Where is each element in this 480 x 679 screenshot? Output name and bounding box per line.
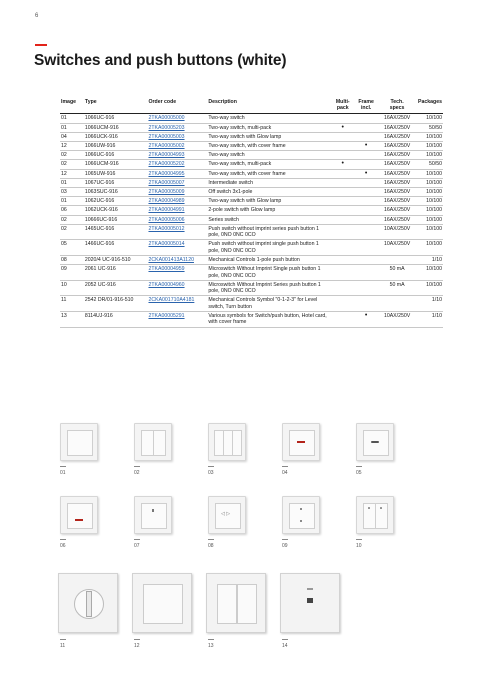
cell-multi xyxy=(330,169,355,178)
caption-rule xyxy=(208,539,214,540)
cell-multi xyxy=(330,197,355,206)
switch-image-03 xyxy=(208,423,246,461)
table-row xyxy=(60,178,443,187)
cell-image: 02 xyxy=(60,224,84,240)
cell-pack: 50/50 xyxy=(417,123,443,132)
cell-tech: 16AX/250V xyxy=(377,123,417,132)
cell-pack: 10/100 xyxy=(417,151,443,160)
col-tech-specs: Tech. specs xyxy=(377,98,417,114)
cell-desc: Two-way switch, multi-pack xyxy=(207,123,330,132)
cell-code[interactable]: 2TKA00005202 xyxy=(147,160,207,169)
cell-image: 12 xyxy=(60,141,84,150)
cell-pack: 10/100 xyxy=(417,141,443,150)
cell-tech: 10AX/250V xyxy=(377,240,417,256)
cell-image: 08 xyxy=(60,255,84,264)
cell-desc: Two-way switch with Glow lamp xyxy=(207,132,330,141)
cell-desc: Two-way switch with Glow lamp xyxy=(207,197,330,206)
cell-pack: 10/100 xyxy=(417,187,443,196)
cell-multi xyxy=(330,206,355,215)
table-row xyxy=(60,197,443,206)
cell-multi xyxy=(330,215,355,224)
caption-rule xyxy=(134,639,140,640)
cell-code[interactable]: 2TKA00005009 xyxy=(147,187,207,196)
table-row xyxy=(60,255,443,264)
table-row xyxy=(60,215,443,224)
cell-pack: 10/100 xyxy=(417,280,443,296)
cell-frame xyxy=(355,114,377,123)
cell-type: 1066UW-916 xyxy=(84,141,148,150)
image-caption: 09 xyxy=(282,543,288,549)
table-row xyxy=(60,169,443,178)
cell-tech: 50 mA xyxy=(377,265,417,281)
image-caption: 12 xyxy=(134,643,140,649)
cell-type: 1066UC-916 xyxy=(84,114,148,123)
cell-pack: 10/100 xyxy=(417,178,443,187)
cell-frame: • xyxy=(355,169,377,178)
cell-frame xyxy=(355,151,377,160)
image-caption: 07 xyxy=(134,543,140,549)
cell-type: 1066UCM-916 xyxy=(84,123,148,132)
cell-tech: 10AX/250V xyxy=(377,312,417,328)
cell-pack: 1/10 xyxy=(417,312,443,328)
image-caption: 04 xyxy=(282,470,288,476)
cell-image: 04 xyxy=(60,132,84,141)
caption-rule xyxy=(208,639,214,640)
cell-image: 13 xyxy=(60,312,84,328)
cell-image: 01 xyxy=(60,197,84,206)
caption-rule xyxy=(134,539,140,540)
cell-type: 1065UW-916 xyxy=(84,169,148,178)
cell-pack: 10/100 xyxy=(417,206,443,215)
cell-type: 8114UJ-916 xyxy=(84,312,148,328)
cell-frame xyxy=(355,178,377,187)
image-caption: 08 xyxy=(208,543,214,549)
cell-frame xyxy=(355,197,377,206)
page-number: 6 xyxy=(35,13,39,19)
caption-rule xyxy=(282,539,288,540)
cell-tech xyxy=(377,296,417,312)
switch-image-12 xyxy=(132,573,192,633)
caption-rule xyxy=(282,639,288,640)
cell-frame xyxy=(355,255,377,264)
cell-frame xyxy=(355,206,377,215)
cell-frame xyxy=(355,280,377,296)
cell-pack: 10/100 xyxy=(417,240,443,256)
switch-image-09 xyxy=(282,496,320,534)
cell-multi: • xyxy=(330,123,355,132)
cell-image: 06 xyxy=(60,206,84,215)
table-row xyxy=(60,280,443,296)
cell-tech: 16AX/250V xyxy=(377,197,417,206)
cell-type: 1066UC-916 xyxy=(84,151,148,160)
col-description: Description xyxy=(207,98,330,114)
cell-code[interactable]: 2TKA00005007 xyxy=(147,178,207,187)
cell-frame xyxy=(355,187,377,196)
table-row xyxy=(60,187,443,196)
image-caption: 05 xyxy=(356,470,362,476)
cell-tech: 16AX/250V xyxy=(377,178,417,187)
cell-image: 10 xyxy=(60,280,84,296)
table-row xyxy=(60,114,443,123)
cell-pack: 10/100 xyxy=(417,114,443,123)
cell-code[interactable]: 2CKA001413A1120 xyxy=(147,255,207,264)
cell-desc: Off switch 3x1-pole xyxy=(207,187,330,196)
table-row xyxy=(60,123,443,132)
cell-image: 01 xyxy=(60,178,84,187)
cell-type: 1066UCK-916 xyxy=(84,132,148,141)
table-row xyxy=(60,141,443,150)
cell-desc: Intermediate switch xyxy=(207,178,330,187)
cell-desc: Microswitch Without Imprint Series push button 1 pole, 0NO 0NC 0CO xyxy=(207,280,330,296)
image-caption: 10 xyxy=(356,543,362,549)
cell-type: 1063SUC-916 xyxy=(84,187,148,196)
cell-tech: 16AX/250V xyxy=(377,187,417,196)
switch-image-11 xyxy=(58,573,118,633)
cell-frame: • xyxy=(355,312,377,328)
cell-multi xyxy=(330,240,355,256)
cell-image: 01 xyxy=(60,123,84,132)
cell-image: 11 xyxy=(60,296,84,312)
table-row xyxy=(60,224,443,240)
table-row xyxy=(60,151,443,160)
cell-multi xyxy=(330,255,355,264)
cell-image: 02 xyxy=(60,151,84,160)
switch-image-13 xyxy=(206,573,266,633)
cell-code[interactable]: 2TKA00005003 xyxy=(147,132,207,141)
cell-type: 1067UC-916 xyxy=(84,178,148,187)
cell-pack: 50/50 xyxy=(417,160,443,169)
cell-desc: Microswitch Without Imprint Single push button 1 pole, 0NO 0NC 0CO xyxy=(207,265,330,281)
switch-image-07 xyxy=(134,496,172,534)
cell-code[interactable]: 2TKA00004959 xyxy=(147,265,207,281)
image-caption: 11 xyxy=(60,643,66,649)
cell-image: 12 xyxy=(60,169,84,178)
product-table xyxy=(60,98,443,328)
caption-rule xyxy=(208,466,214,467)
cell-pack: 10/100 xyxy=(417,265,443,281)
cell-desc: Push switch without imprint series push button 1 pole, 0NO 0NC 0CO xyxy=(207,224,330,240)
cell-tech: 16AX/250V xyxy=(377,132,417,141)
cell-frame xyxy=(355,296,377,312)
cell-code[interactable]: 2TKA00005006 xyxy=(147,215,207,224)
cell-frame xyxy=(355,265,377,281)
cell-multi xyxy=(330,224,355,240)
cell-image: 05 xyxy=(60,240,84,256)
cell-multi xyxy=(330,187,355,196)
table-row xyxy=(60,240,443,256)
cell-tech: 16AX/250V xyxy=(377,114,417,123)
caption-rule xyxy=(356,466,362,467)
cell-image: 02 xyxy=(60,215,84,224)
caption-rule xyxy=(60,466,66,467)
cell-image: 01 xyxy=(60,114,84,123)
cell-tech: 16AX/250V xyxy=(377,206,417,215)
table-row xyxy=(60,312,443,328)
cell-desc: Two-way switch, with cover frame xyxy=(207,169,330,178)
table-row xyxy=(60,160,443,169)
page-title: Switches and push buttons (white) xyxy=(34,52,287,69)
image-caption: 03 xyxy=(208,470,214,476)
cell-frame xyxy=(355,215,377,224)
cell-code[interactable]: 2TKA00004989 xyxy=(147,197,207,206)
table-row xyxy=(60,206,443,215)
cell-frame xyxy=(355,240,377,256)
cell-type: 10666UC-916 xyxy=(84,215,148,224)
col-order-code: Order code xyxy=(147,98,207,114)
switch-image-02 xyxy=(134,423,172,461)
cell-desc: Various symbols for Switch/push button, Hotel card, with cover frame xyxy=(207,312,330,328)
cell-desc: Two-way switch, with cover frame xyxy=(207,141,330,150)
cell-desc: Series switch xyxy=(207,215,330,224)
cell-code[interactable]: 2TKA00004991 xyxy=(147,206,207,215)
col-packages: Packages xyxy=(417,98,443,114)
cell-code[interactable]: 2TKA00004960 xyxy=(147,280,207,296)
cell-pack: 10/100 xyxy=(417,197,443,206)
image-caption: 13 xyxy=(208,643,214,649)
cell-type: 1465UC-916 xyxy=(84,224,148,240)
cell-tech: 16AX/250V xyxy=(377,141,417,150)
cell-type: 2052 UC-916 xyxy=(84,280,148,296)
caption-rule xyxy=(60,639,66,640)
cell-code[interactable]: 2TKA00005291 xyxy=(147,312,207,328)
cell-tech: 16AX/250V xyxy=(377,169,417,178)
cell-image: 09 xyxy=(60,265,84,281)
cell-frame xyxy=(355,123,377,132)
cell-desc: Push switch without imprint single push button 1 pole, 0NO 0NC 0CO xyxy=(207,240,330,256)
cell-multi xyxy=(330,296,355,312)
cell-multi xyxy=(330,114,355,123)
cell-code[interactable]: 2TKA00004993 xyxy=(147,151,207,160)
image-caption: 14 xyxy=(282,643,288,649)
cell-tech: 16AX/250V xyxy=(377,215,417,224)
cell-code[interactable]: 2TKA00005000 xyxy=(147,114,207,123)
cell-multi xyxy=(330,178,355,187)
cell-type: 1062UCK-916 xyxy=(84,206,148,215)
cell-frame xyxy=(355,224,377,240)
image-caption: 01 xyxy=(60,470,66,476)
cell-multi xyxy=(330,280,355,296)
switch-image-04 xyxy=(282,423,320,461)
cell-frame xyxy=(355,160,377,169)
cell-code[interactable]: 2CKA001710A4181 xyxy=(147,296,207,312)
switch-image-06 xyxy=(60,496,98,534)
cell-code[interactable]: 2TKA00005002 xyxy=(147,141,207,150)
cell-tech: 50 mA xyxy=(377,280,417,296)
switch-image-01 xyxy=(60,423,98,461)
col-type: Type xyxy=(84,98,148,114)
cell-pack: 10/100 xyxy=(417,169,443,178)
cell-desc: Mechanical Controls Symbol "0-1-2-3" for Level switch, Turn button xyxy=(207,296,330,312)
cell-desc: Two-way switch, multi-pack xyxy=(207,160,330,169)
table-row xyxy=(60,265,443,281)
cell-code[interactable]: 2TKA00005014 xyxy=(147,240,207,256)
accent-bar xyxy=(35,44,47,46)
image-caption: 02 xyxy=(134,470,140,476)
cell-type: 1066UCM-916 xyxy=(84,160,148,169)
caption-rule xyxy=(356,539,362,540)
col-frame: Frame incl. xyxy=(355,98,377,114)
cell-code[interactable]: 2TKA00005012 xyxy=(147,224,207,240)
cell-tech: 16AX/250V xyxy=(377,160,417,169)
cell-type: 2542 DR/01-916-510 xyxy=(84,296,148,312)
cell-type: 2061 UC-916 xyxy=(84,265,148,281)
cell-multi xyxy=(330,132,355,141)
switch-image-08: ◁ ▷ xyxy=(208,496,246,534)
table-header-row xyxy=(60,98,443,114)
col-image: Image xyxy=(60,98,84,114)
col-multipack: Multi- pack xyxy=(330,98,355,114)
cell-tech: 16AX/250V xyxy=(377,151,417,160)
cell-pack: 1/10 xyxy=(417,296,443,312)
switch-image-05 xyxy=(356,423,394,461)
cell-pack: 10/100 xyxy=(417,224,443,240)
cell-image: 02 xyxy=(60,160,84,169)
cell-desc: Two-way switch xyxy=(207,114,330,123)
cell-tech: 10AX/250V xyxy=(377,224,417,240)
cell-desc: 2-pole switch with Glow lamp xyxy=(207,206,330,215)
cell-multi: • xyxy=(330,160,355,169)
cell-frame: • xyxy=(355,141,377,150)
caption-rule xyxy=(60,539,66,540)
switch-image-10 xyxy=(356,496,394,534)
caption-rule xyxy=(134,466,140,467)
image-caption: 06 xyxy=(60,543,66,549)
cell-code[interactable]: 2TKA00005203 xyxy=(147,123,207,132)
cell-image: 03 xyxy=(60,187,84,196)
table-row xyxy=(60,296,443,312)
cell-multi xyxy=(330,141,355,150)
cell-type: 1466UC-916 xyxy=(84,240,148,256)
switch-image-14 xyxy=(280,573,340,633)
cell-type: 1062UC-916 xyxy=(84,197,148,206)
cell-pack: 10/100 xyxy=(417,215,443,224)
table-row xyxy=(60,132,443,141)
cell-desc: Two-way switch xyxy=(207,151,330,160)
cell-frame xyxy=(355,132,377,141)
cell-multi xyxy=(330,312,355,328)
cell-pack: 1/10 xyxy=(417,255,443,264)
cell-desc: Mechanical Controls 1-pole push button xyxy=(207,255,330,264)
cell-multi xyxy=(330,265,355,281)
cell-multi xyxy=(330,151,355,160)
cell-type: 2020/4 UC-916-510 xyxy=(84,255,148,264)
cell-tech xyxy=(377,255,417,264)
caption-rule xyxy=(282,466,288,467)
cell-pack: 10/100 xyxy=(417,132,443,141)
cell-code[interactable]: 2TKA00004995 xyxy=(147,169,207,178)
